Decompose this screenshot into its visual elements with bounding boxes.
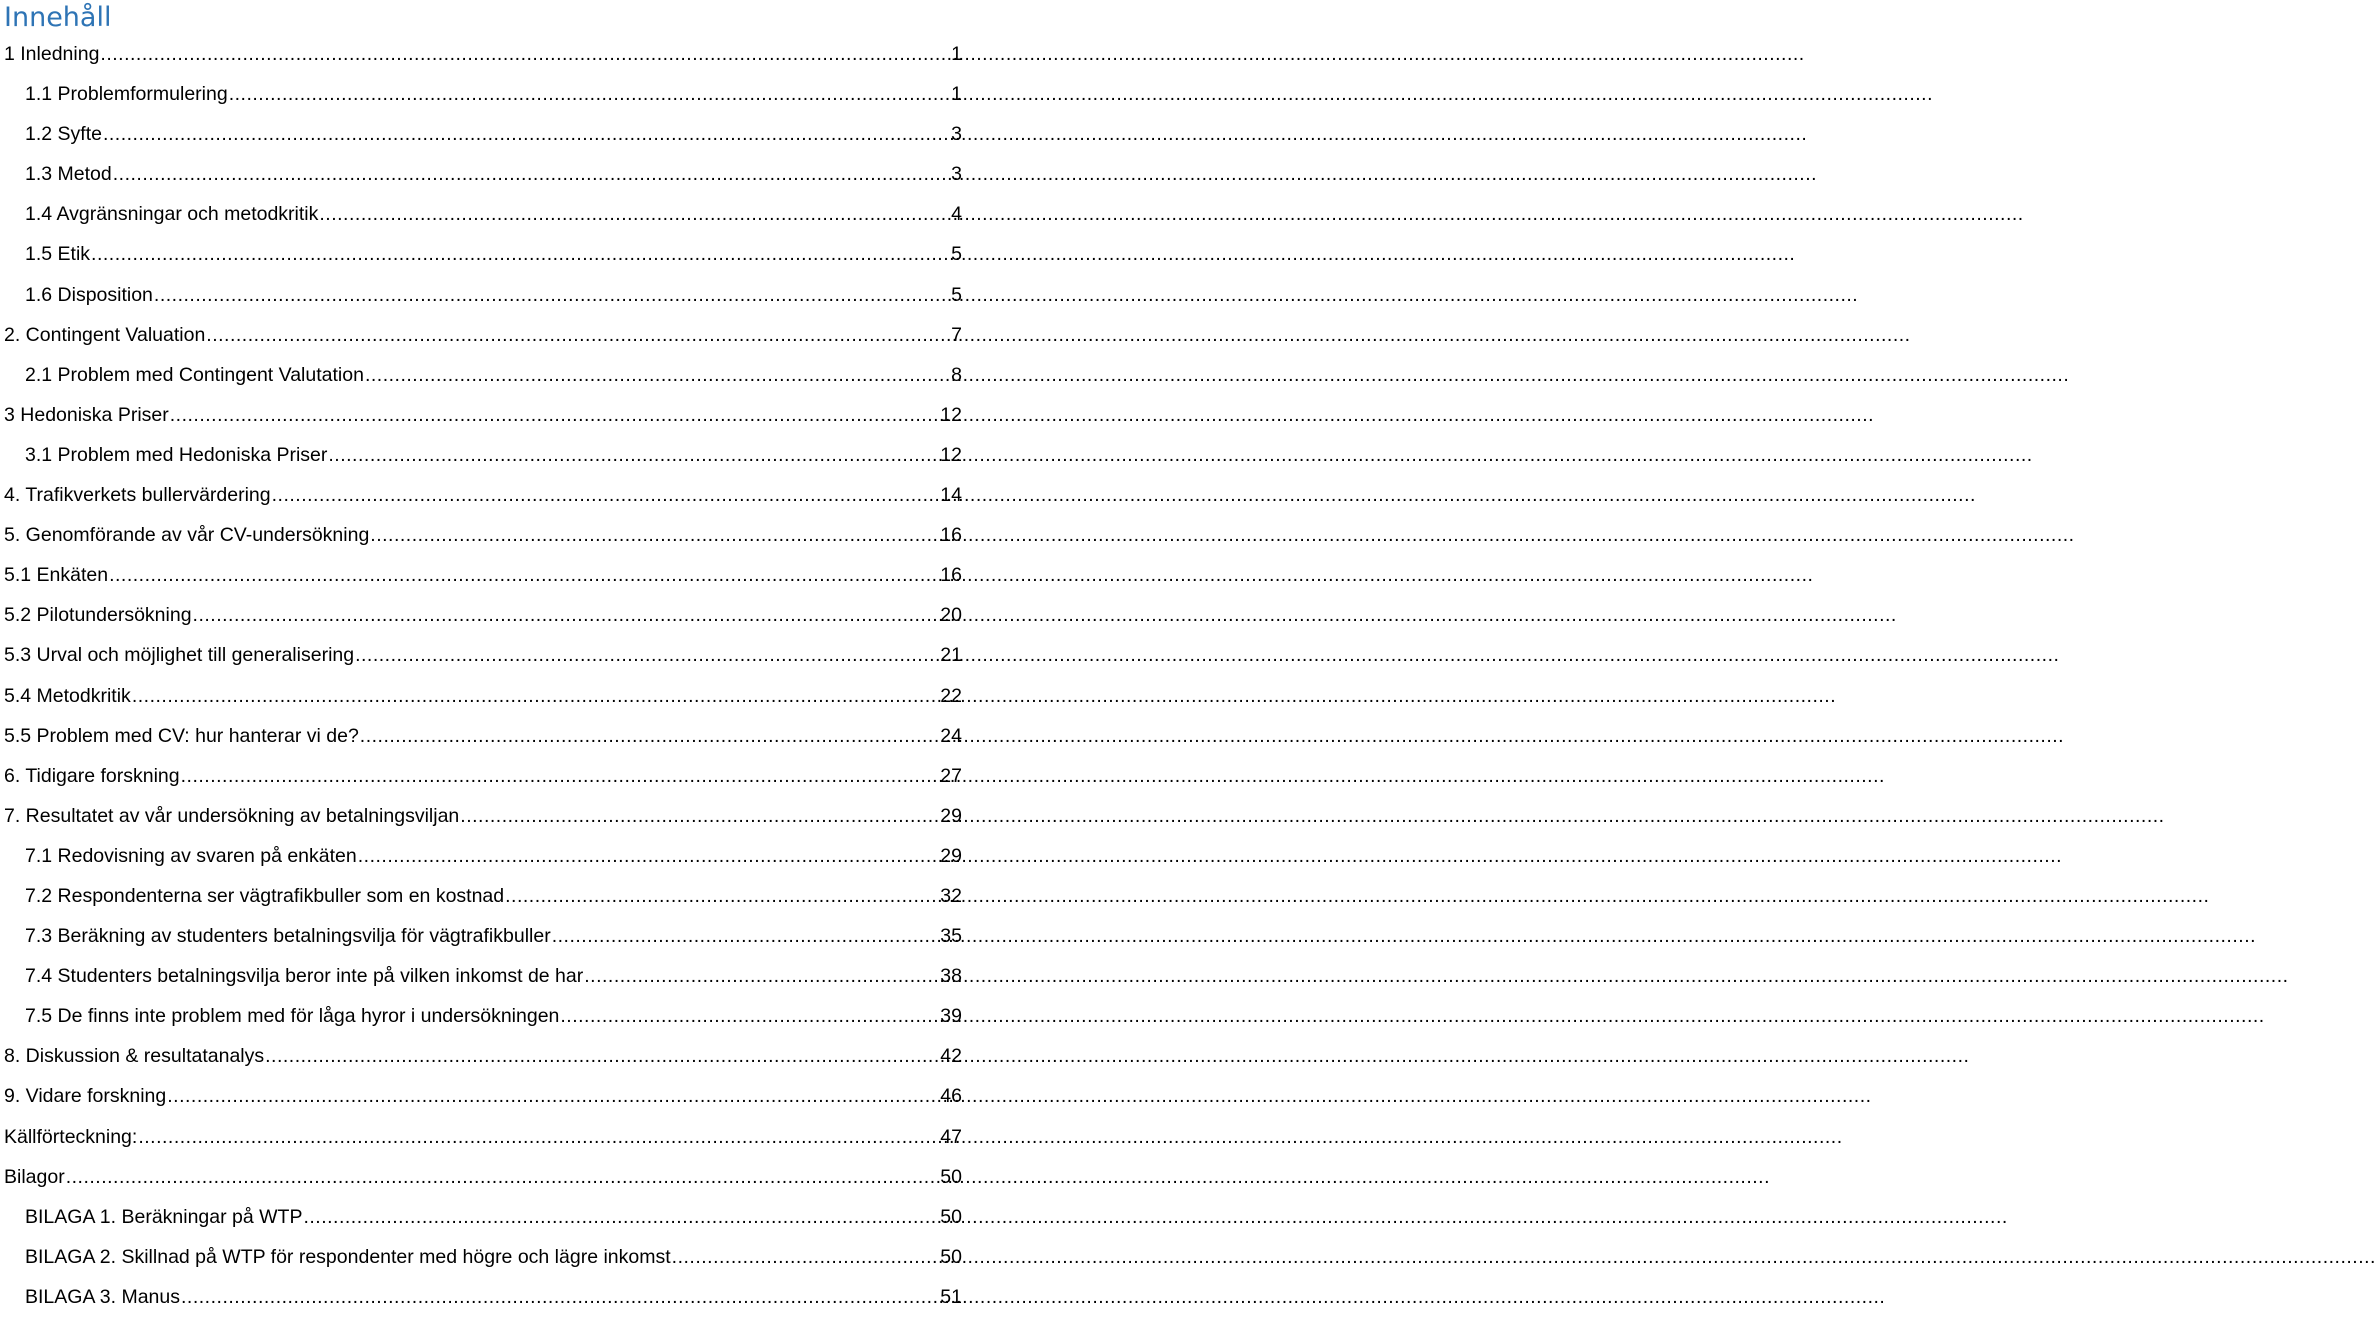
dot-leader	[552, 916, 940, 956]
dot-leader	[109, 555, 939, 595]
toc-entry[interactable]	[0, 555, 962, 595]
toc-entry-label: 7.5 De finns inte problem med för låga hyror i undersökningen	[25, 1005, 560, 1028]
toc-entry[interactable]	[0, 1237, 962, 1277]
toc-entry-label: 8. Diskussion & resultatanalys	[4, 1045, 265, 1068]
toc-entry[interactable]	[0, 716, 962, 756]
dot-leader	[460, 796, 939, 836]
toc-entry[interactable]	[0, 836, 962, 876]
toc-entry-label: BILAGA 3. Manus	[25, 1285, 181, 1308]
toc-entry-page-number: 1	[951, 43, 962, 65]
toc-entry-page-number: 5	[951, 283, 962, 306]
dot-leader	[103, 114, 950, 154]
dot-leader	[328, 435, 939, 475]
toc-entry[interactable]	[0, 1197, 962, 1237]
toc-entry-label: 5.2 Pilotundersökning	[4, 604, 192, 627]
dot-leader	[154, 275, 950, 315]
toc-entry-label: 1.6 Disposition	[25, 283, 153, 306]
toc-entry-page-number: 12	[940, 403, 962, 426]
toc-entry-page-number: 22	[940, 684, 962, 707]
toc-entry-label: 5.3 Urval och möjlighet till generalisering	[4, 644, 355, 667]
toc-entry[interactable]	[0, 916, 962, 956]
dot-leader	[132, 676, 939, 716]
toc-entry-label: 1.2 Syfte	[25, 123, 102, 146]
toc-entry[interactable]	[0, 114, 962, 154]
toc-entry[interactable]	[0, 234, 962, 274]
toc-entry-page-number: 7	[951, 323, 962, 346]
toc-entry-label: BILAGA 2. Skillnad på WTP för respondenter med högre och lägre inkomst	[25, 1245, 671, 1268]
toc-entry[interactable]	[0, 1157, 962, 1197]
toc-entry-label: 7.3 Beräkning av studenters betalningsvilja för vägtrafikbuller	[25, 925, 551, 948]
toc-entry-label: 3 Hedoniska Priser	[4, 403, 169, 426]
dot-leader	[272, 475, 940, 515]
dot-leader	[505, 876, 939, 916]
toc-entry-label: 5.4 Metodkritik	[4, 684, 131, 707]
toc-entry[interactable]	[0, 956, 962, 996]
dot-leader	[365, 355, 950, 395]
dot-leader	[181, 756, 940, 796]
dot-leader	[355, 635, 939, 675]
toc-title: Innehåll	[4, 2, 112, 33]
toc-entry[interactable]	[0, 595, 962, 635]
toc-entry-page-number: 51	[940, 1285, 962, 1308]
toc-entry-label: 1.5 Etik	[25, 243, 91, 266]
toc-entry[interactable]	[0, 435, 962, 475]
toc-entry-label: 1.3 Metod	[25, 163, 112, 186]
toc-entry-label: 3.1 Problem med Hedoniska Priser	[25, 443, 328, 466]
toc-entry[interactable]	[0, 1117, 962, 1157]
toc-entry-page-number: 1	[951, 83, 962, 106]
toc-entry-page-number: 27	[940, 764, 962, 787]
toc-entry-label: 5. Genomförande av vår CV-undersökning	[4, 524, 370, 547]
toc-entry-label: 9. Vidare forskning	[4, 1085, 167, 1108]
toc-entry-page-number: 16	[940, 564, 962, 587]
toc-entry-page-number: 50	[940, 1205, 962, 1228]
toc-entry-label: 7.1 Redovisning av svaren på enkäten	[25, 844, 357, 867]
toc-entry-page-number: 12	[940, 443, 962, 466]
toc-entry[interactable]	[0, 676, 962, 716]
dot-leader	[370, 515, 939, 555]
dot-leader	[91, 234, 950, 274]
toc-entry-page-number: 29	[940, 804, 962, 827]
toc-entry-label: Bilagor	[4, 1165, 65, 1188]
toc-entry[interactable]	[0, 1036, 962, 1076]
toc-entry-page-number: 50	[940, 1165, 962, 1188]
toc-entry-label: 7.4 Studenters betalningsvilja beror inte på vilken inkomst de har	[25, 965, 584, 988]
dot-leader	[206, 315, 950, 355]
toc-entry[interactable]	[0, 395, 962, 435]
toc-entry-page-number: 39	[940, 1005, 962, 1028]
toc-entry[interactable]	[0, 34, 962, 74]
dot-leader	[319, 194, 950, 234]
toc-entry-page-number: 50	[940, 1245, 962, 1268]
toc-entry-page-number: 46	[940, 1085, 962, 1108]
toc-entry[interactable]	[0, 796, 962, 836]
toc-entry[interactable]	[0, 1277, 962, 1317]
toc-entry-label: Källförteckning:	[4, 1125, 138, 1148]
toc-entry-page-number: 47	[940, 1125, 962, 1148]
toc-entry[interactable]	[0, 275, 962, 315]
table-of-contents	[0, 34, 962, 1317]
toc-entry-page-number: 35	[940, 925, 962, 948]
toc-entry-label: 1 Inledning	[4, 43, 100, 65]
dot-leader	[303, 1197, 939, 1237]
toc-entry[interactable]	[0, 756, 962, 796]
dot-leader	[672, 1237, 940, 1277]
toc-entry-page-number: 8	[951, 363, 962, 386]
toc-entry[interactable]	[0, 635, 962, 675]
dot-leader	[170, 395, 940, 435]
toc-entry-label: 7.2 Respondenterna ser vägtrafikbuller som en kostnad	[25, 884, 505, 907]
dot-leader	[265, 1036, 939, 1076]
toc-entry-page-number: 14	[940, 484, 962, 507]
toc-entry-label: 1.4 Avgränsningar och metodkritik	[25, 203, 319, 226]
toc-entry[interactable]	[0, 355, 962, 395]
dot-leader	[584, 956, 939, 996]
toc-entry[interactable]	[0, 876, 962, 916]
dot-leader	[100, 34, 950, 74]
toc-entry[interactable]	[0, 315, 962, 355]
toc-entry-page-number: 5	[951, 243, 962, 266]
toc-entry-page-number: 3	[951, 123, 962, 146]
toc-entry-label: 1.1 Problemformulering	[25, 83, 228, 106]
toc-entry-label: 5.5 Problem med CV: hur hanterar vi de?	[4, 724, 359, 747]
dot-leader	[138, 1117, 939, 1157]
dot-leader	[358, 836, 940, 876]
toc-entry-page-number: 29	[940, 844, 962, 867]
toc-entry[interactable]	[0, 1076, 962, 1116]
toc-entry-page-number: 20	[940, 604, 962, 627]
toc-entry-page-number: 42	[940, 1045, 962, 1068]
toc-entry[interactable]	[0, 154, 962, 194]
dot-leader	[181, 1277, 939, 1317]
toc-entry-page-number: 21	[940, 644, 962, 667]
toc-entry-page-number: 16	[940, 524, 962, 547]
dot-leader	[193, 595, 940, 635]
dot-leader	[66, 1157, 940, 1197]
toc-entry-label: 4. Trafikverkets bullervärdering	[4, 484, 271, 507]
toc-entry[interactable]	[0, 475, 962, 515]
toc-entry-label: 7. Resultatet av vår undersökning av betalningsviljan	[4, 804, 460, 827]
dot-leader	[360, 716, 940, 756]
toc-entry-page-number: 32	[940, 884, 962, 907]
toc-entry[interactable]	[0, 74, 962, 114]
dot-leader	[560, 996, 939, 1036]
toc-entry-label: BILAGA 1. Beräkningar på WTP	[25, 1205, 303, 1228]
toc-entry-label: 6. Tidigare forskning	[4, 764, 180, 787]
toc-entry[interactable]	[0, 996, 962, 1036]
toc-entry-label: 2. Contingent Valuation	[4, 323, 206, 346]
toc-entry-page-number: 24	[940, 724, 962, 747]
toc-entry-page-number: 4	[951, 203, 962, 226]
toc-entry-label: 2.1 Problem med Contingent Valutation	[25, 363, 364, 386]
toc-entry-page-number: 3	[951, 163, 962, 186]
toc-entry-page-number: 38	[940, 965, 962, 988]
dot-leader	[167, 1076, 939, 1116]
dot-leader	[229, 74, 950, 114]
toc-entry[interactable]	[0, 515, 962, 555]
toc-entry[interactable]	[0, 194, 962, 234]
toc-entry-label: 5.1 Enkäten	[4, 564, 109, 587]
dot-leader	[113, 154, 950, 194]
